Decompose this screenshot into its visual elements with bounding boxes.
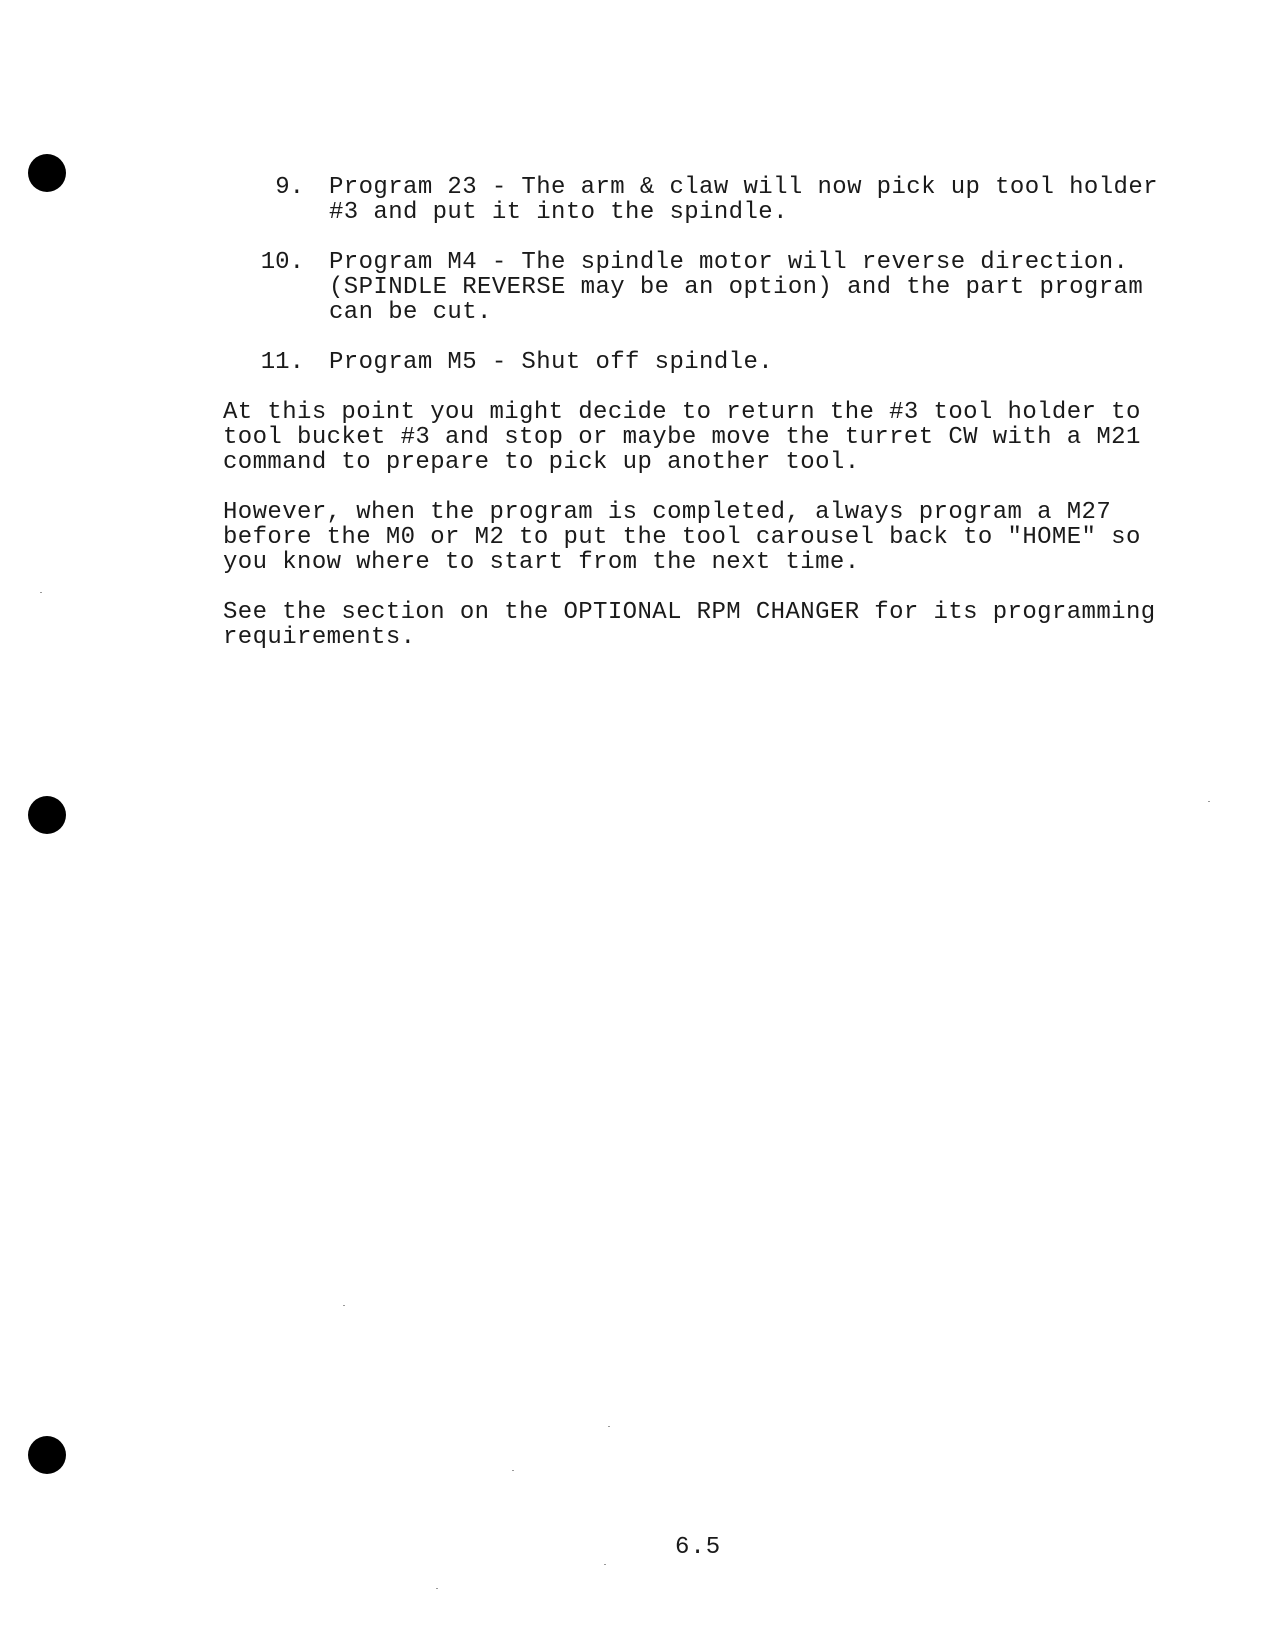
paragraph-line: before the M0 or M2 to put the tool carousel back to "HOME" so xyxy=(223,524,1141,551)
paragraph-line: you know where to start from the next time. xyxy=(223,549,860,576)
paragraph-line: At this point you might decide to return the #3 tool holder to xyxy=(223,399,1141,426)
scan-speck xyxy=(512,1470,514,1471)
paragraph-line: tool bucket #3 and stop or maybe move the turret CW with a M21 xyxy=(223,424,1141,451)
list-item-line: (SPINDLE REVERSE may be an option) and the part program xyxy=(329,274,1144,301)
list-item-number: 9. xyxy=(275,174,304,201)
scan-speck xyxy=(604,1564,606,1565)
scan-speck xyxy=(608,1426,610,1427)
paragraph-line: requirements. xyxy=(223,624,416,651)
list-item-line: #3 and put it into the spindle. xyxy=(329,199,788,226)
punch-hole-bottom xyxy=(28,1436,66,1474)
list-item-line: can be cut. xyxy=(329,299,492,326)
list-item-number: 10. xyxy=(260,249,304,276)
list-item-line: Program 23 - The arm & claw will now pick up tool holder xyxy=(329,174,1158,201)
page-number: 6.5 xyxy=(675,1534,722,1561)
scan-speck xyxy=(343,1305,345,1306)
paragraph-line: However, when the program is completed, always program a M27 xyxy=(223,499,1112,526)
paragraph-line: See the section on the OPTIONAL RPM CHANGER for its programming xyxy=(223,599,1156,626)
list-item-line: Program M4 - The spindle motor will reverse direction. xyxy=(329,249,1129,276)
list-item-number: 11. xyxy=(260,349,304,376)
punch-hole-top xyxy=(28,154,66,192)
paragraph-line: command to prepare to pick up another tool. xyxy=(223,449,860,476)
scan-speck xyxy=(40,592,42,593)
list-item-line: Program M5 - Shut off spindle. xyxy=(329,349,774,376)
punch-hole-middle xyxy=(28,796,66,834)
scan-speck xyxy=(1208,801,1210,802)
scan-speck xyxy=(436,1588,438,1589)
